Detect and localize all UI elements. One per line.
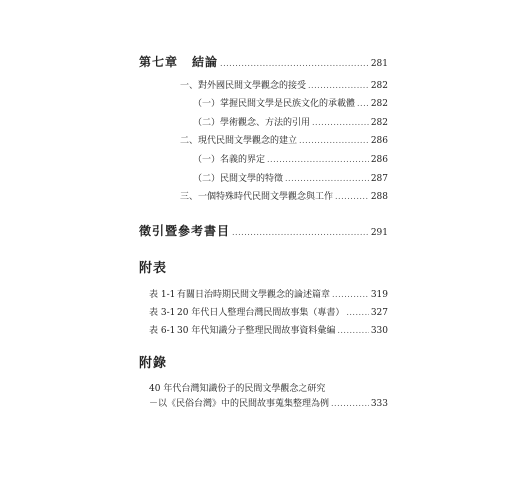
subsection-label: （一）名義的界定 xyxy=(193,155,266,165)
chapter-number: 第七章 xyxy=(139,55,179,69)
toc-table-entry xyxy=(149,325,388,337)
leader-dots xyxy=(308,80,369,92)
page-number: 286 xyxy=(370,136,388,146)
table-id: 表 6-1 xyxy=(149,326,176,336)
table-title: 有關日治時期民間文學觀念的論述篇章 xyxy=(177,290,331,300)
toc-subsection xyxy=(193,154,388,166)
subsection-label: （二）民間文學的特徵 xyxy=(193,174,284,184)
page-number: 282 xyxy=(370,81,388,91)
page-number: 282 xyxy=(370,118,388,128)
table-id: 表 1-1 xyxy=(149,290,176,300)
page-number: 282 xyxy=(370,99,388,109)
toc-subsection xyxy=(193,98,388,110)
leader-dots xyxy=(232,225,369,241)
page-number: 288 xyxy=(370,192,388,202)
toc-chapter-7 xyxy=(139,54,388,72)
references-title: 徵引暨參考書目 xyxy=(139,224,231,238)
toc-section xyxy=(180,135,388,147)
appendix-tables-heading: 附表 xyxy=(139,261,168,276)
leader-dots xyxy=(337,325,368,337)
page-number: 291 xyxy=(370,228,388,238)
toc-table-entry xyxy=(149,307,388,319)
subsection-label: （二）學術觀念、方法的引用 xyxy=(193,118,311,128)
section-label: 三、一個特殊時代民間文學觀念與工作 xyxy=(180,192,334,202)
table-title: 30 年代知識分子整理民間故事資料彙編 xyxy=(177,326,336,336)
table-entry-label xyxy=(149,325,335,337)
table-title: 20 年代日人整理台灣民間故事集（專書） xyxy=(177,308,345,318)
page-number: 319 xyxy=(370,290,388,300)
toc-references xyxy=(139,223,388,241)
toc-appendix-entry xyxy=(149,398,388,410)
leader-dots xyxy=(299,135,369,147)
table-entry-label xyxy=(149,289,330,301)
toc-subsection xyxy=(193,173,388,185)
subsection-label: （一）掌握民間文學是民族文化的承載體 xyxy=(193,99,356,109)
leader-dots xyxy=(285,173,369,185)
table-entry-label xyxy=(149,307,344,319)
page-number: 281 xyxy=(370,59,388,69)
leader-dots xyxy=(357,98,369,110)
toc-section xyxy=(180,80,388,92)
chapter-title: 結論 xyxy=(192,55,219,69)
toc-subsection xyxy=(193,117,388,129)
page-number: 287 xyxy=(370,174,388,184)
section-label: 一、對外國民間文學觀念的接受 xyxy=(180,81,307,91)
appendix-subtitle: －以《民俗台灣》中的民間故事蒐集整理為例 xyxy=(149,399,330,409)
toc-section xyxy=(180,191,388,203)
section-label: 二、現代民間文學觀念的建立 xyxy=(180,136,298,146)
leader-dots xyxy=(312,117,369,129)
leader-dots xyxy=(331,398,369,410)
page-number: 327 xyxy=(370,308,388,318)
page-number: 333 xyxy=(370,399,388,409)
leader-dots xyxy=(335,191,369,203)
appendix-heading: 附錄 xyxy=(139,356,168,371)
leader-dots xyxy=(332,289,369,301)
toc-table-entry xyxy=(149,289,388,301)
appendix-title-line: 40 年代台灣知識份子的民間文學觀念之研究 xyxy=(149,384,326,394)
leader-dots xyxy=(220,56,369,72)
page-number: 330 xyxy=(370,326,388,336)
leader-dots xyxy=(267,154,369,166)
leader-dots xyxy=(346,307,368,319)
chapter-label xyxy=(139,54,218,70)
table-id: 表 3-1 xyxy=(149,308,176,318)
page-number: 286 xyxy=(370,155,388,165)
